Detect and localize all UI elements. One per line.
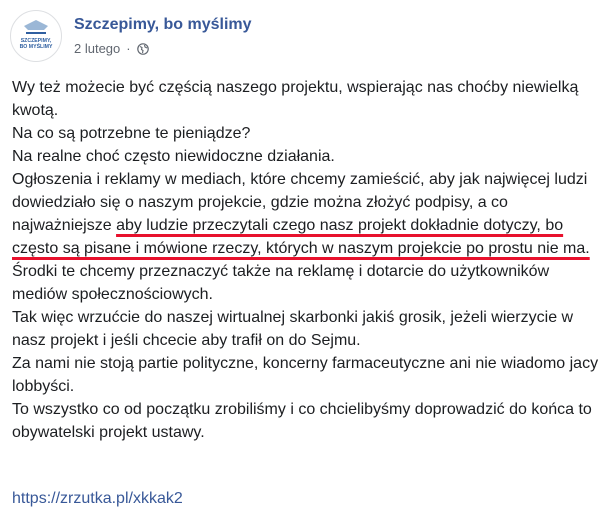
- post-line: Na realne choć często niewidoczne działania.: [12, 148, 335, 165]
- post-paragraph-highlight: [12, 168, 608, 260]
- globe-icon[interactable]: [137, 43, 149, 55]
- svg-text:BO MYŚLIMY: BO MYŚLIMY: [19, 44, 53, 50]
- post-line: Ogłoszenia i reklamy w mediach, które chcemy zamieścić, aby jak najwięcej ludzi dowiedziało się o naszym projekcie, gdzie można złożyć podpisy, a co najważniejsze: [12, 171, 588, 234]
- post-line: Za nami nie stoją partie polityczne, koncerny farmaceutyczne ani nie wiadomo jacy lobbyści.: [12, 355, 599, 395]
- post-line: Środki te chcemy przeznaczyć także na reklamę i dotarcie do użytkowników mediów społecznościowych.: [12, 263, 550, 303]
- page-avatar[interactable]: [10, 10, 62, 62]
- post-line: Tak więc wrzućcie do naszej wirtualnej skarbonki jakiś grosik, jeżeli wierzycie w nasz projekt i jeśli chcecie aby trafił on do Sejmu.: [12, 309, 574, 349]
- avatar-logo-icon: [16, 16, 56, 56]
- post-line: Wy też możecie być częścią naszego projektu, wspierając nas choćby niewielką kwotą.: [12, 79, 579, 119]
- post-header: [10, 10, 600, 64]
- post-date[interactable]: 2 lutego: [74, 41, 121, 56]
- underlined-highlight: aby ludzie przeczytali czego nasz projekt dokładnie dotyczy, bo często są pisane i mówione rzeczy, których w naszym projekcie po prostu nie ma.: [12, 217, 590, 257]
- post-line: To wszystko co od początku zrobiliśmy i co chcielibyśmy doprowadzić do końca to obywatelski projekt ustawy.: [12, 401, 592, 441]
- donation-link[interactable]: https://zrzutka.pl/xkkak2: [12, 490, 183, 507]
- svg-text:SZCZEPIMY,: SZCZEPIMY,: [20, 38, 52, 44]
- post-line: Na co są potrzebne te pieniądze?: [12, 125, 251, 142]
- page-name-link[interactable]: Szczepimy, bo myślimy: [74, 16, 252, 33]
- meta-separator: ·: [126, 41, 131, 56]
- post-meta: [74, 41, 149, 56]
- post-body: [12, 76, 608, 444]
